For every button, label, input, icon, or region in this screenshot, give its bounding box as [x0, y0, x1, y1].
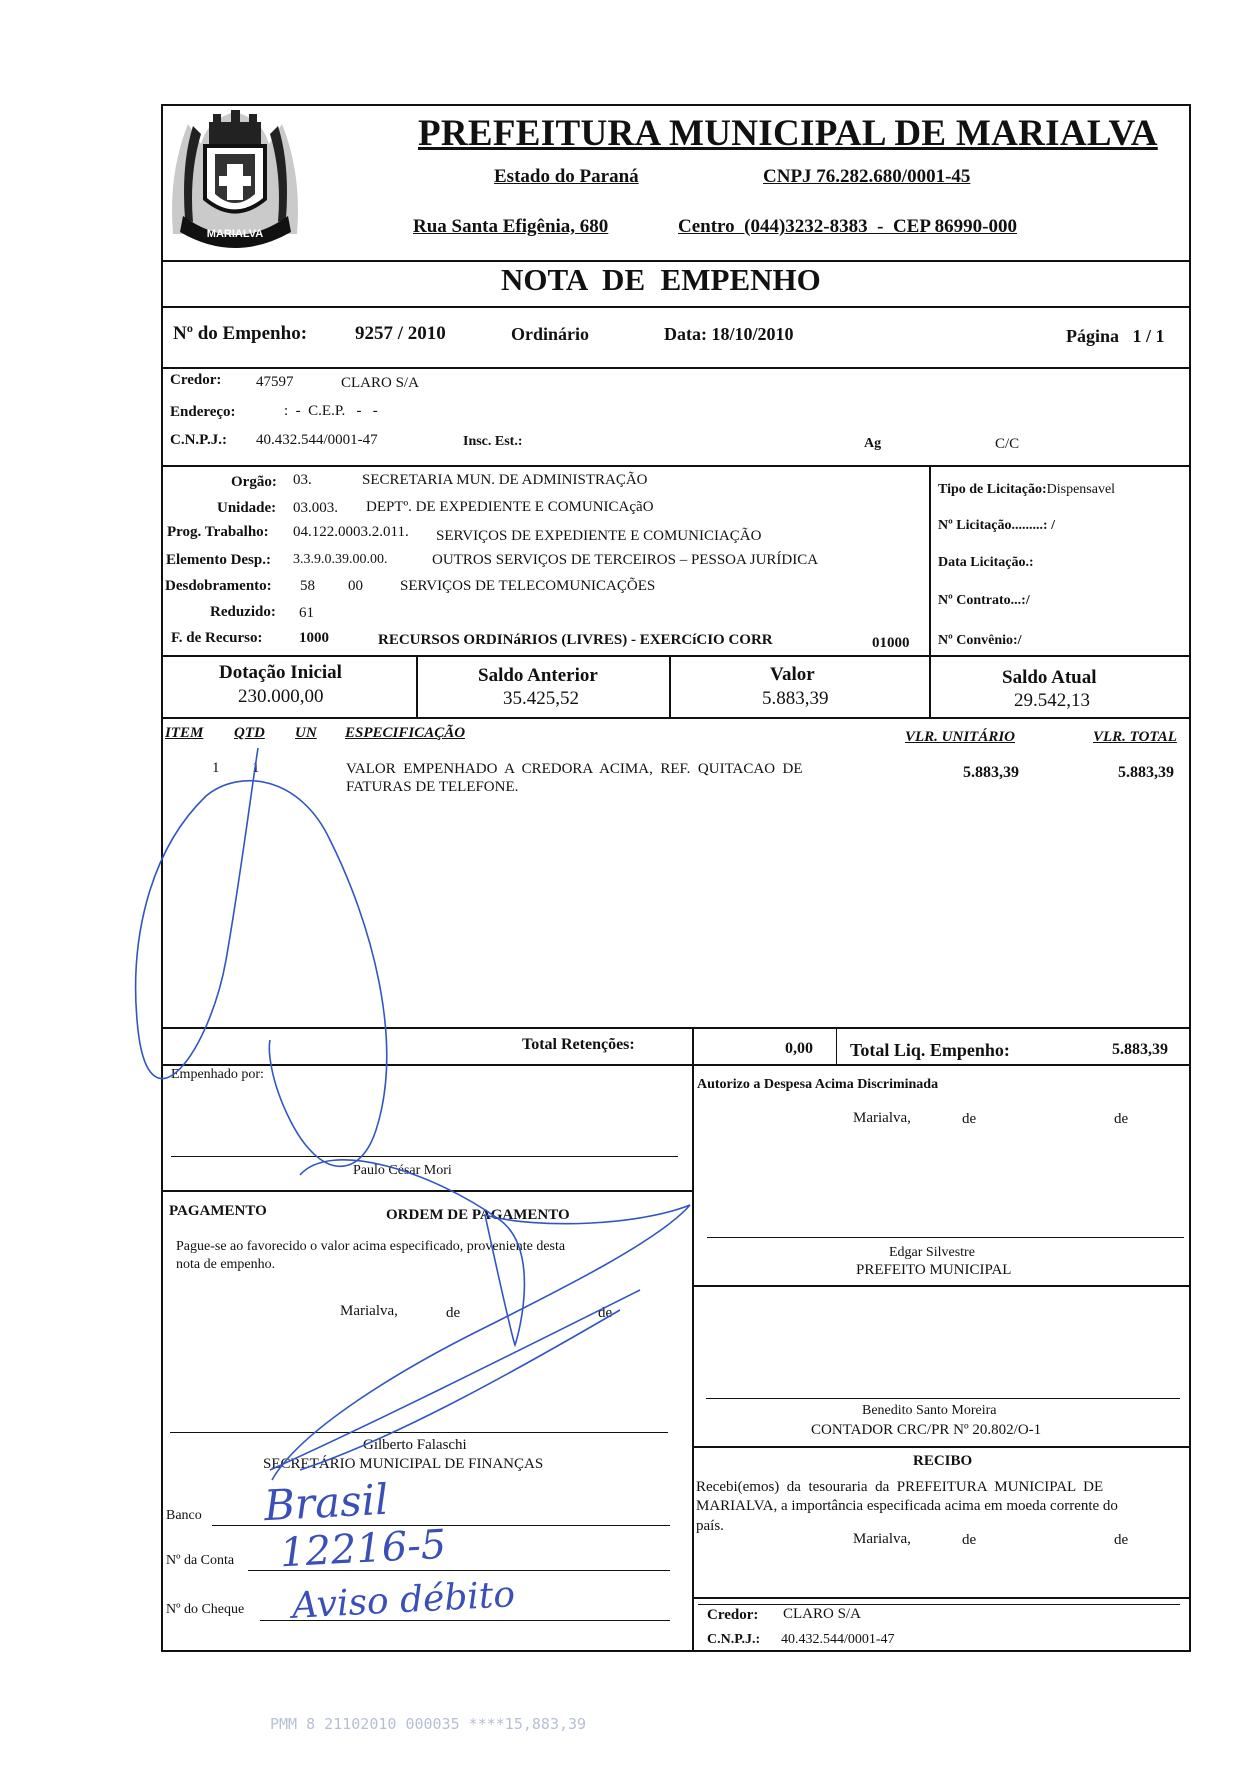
page-indicator: Página 1 / 1	[1066, 326, 1165, 346]
empenho-number-label: Nº do Empenho:	[173, 323, 308, 344]
licitacao-data: Data Licitação.:	[938, 555, 1034, 570]
endereco-value: : - C.E.P. - -	[284, 403, 378, 419]
reduzido-code: 61	[299, 605, 314, 621]
empenho-type: Ordinário	[511, 324, 590, 344]
licitacao-tipo-text: Tipo de Licitação:	[938, 482, 1047, 497]
prefeito-role: PREFEITO MUNICIPAL	[856, 1262, 1012, 1278]
pagamento-label: PAGAMENTO	[169, 1203, 267, 1219]
reduzido-label: Reduzido:	[210, 604, 276, 620]
cnpj-value: 40.432.544/0001-47	[256, 432, 378, 448]
contrato-numero: Nº Contrato...:/	[938, 593, 1030, 608]
conta-label: Nº da Conta	[166, 1553, 235, 1568]
recibo-text-1: Recebi(emos) da tesouraria da PREFEITURA MUNICIPAL DE	[696, 1479, 1104, 1495]
pagamento-text-2: nota de empenho.	[176, 1257, 276, 1272]
financas-role: SECRETÁRIO MUNICIPAL DE FINANÇAS	[263, 1456, 544, 1472]
ordem-pagamento-label: ORDEM DE PAGAMENTO	[386, 1207, 570, 1223]
item-number: 1	[212, 760, 220, 776]
pagamento-text-1: Pague-se ao favorecido o valor acima especificado, proveniente desta	[176, 1239, 566, 1254]
dotacao-inicial-label: Dotação Inicial	[219, 662, 342, 683]
licitacao-tipo-value: Dispensavel	[1046, 482, 1116, 497]
saldo-atual-label: Saldo Atual	[1002, 667, 1097, 688]
footer-stamp: PMM 8 21102010 000035 ****15,883,39	[270, 1715, 587, 1733]
recurso-label: F. de Recurso:	[171, 630, 263, 646]
recibo-text-2: MARIALVA, a importância especificada acima em moeda corrente do	[696, 1498, 1118, 1514]
prog-trabalho-code: 04.122.0003.2.011.	[293, 524, 409, 540]
orgao-desc: SECRETARIA MUN. DE ADMINISTRAÇÃO	[362, 472, 648, 488]
desdobramento-desc: SERVIÇOS DE TELECOMUNICAÇÕES	[400, 578, 656, 594]
cheque-label: Nº do Cheque	[166, 1602, 245, 1617]
elemento-desp-desc: OUTROS SERVIÇOS DE TERCEIROS – PESSOA JURÍDICA	[432, 552, 819, 568]
conta-handwritten: 12216-5	[278, 1521, 448, 1577]
recurso-code: 1000	[299, 630, 329, 646]
licitacao-numero: Nº Licitação.........: /	[938, 518, 1055, 533]
recibo-cnpj-label: C.N.P.J.:	[707, 1632, 761, 1647]
col-header-vlr-total: VLR. TOTAL	[1093, 729, 1177, 745]
credor-code: 47597	[256, 374, 294, 390]
desdobramento-label: Desdobramento:	[165, 578, 272, 594]
contador-role: CONTADOR CRC/PR Nº 20.802/O-1	[811, 1422, 1042, 1438]
financas-signer: Gilberto Falaschi	[363, 1437, 467, 1453]
orgao-label: Orgão:	[231, 474, 277, 490]
saldo-anterior-label: Saldo Anterior	[478, 665, 598, 686]
recibo-credor-label: Credor:	[707, 1607, 759, 1623]
header-district-phone: Centro (044)3232-8383 - CEP 86990-000	[678, 216, 1017, 237]
col-header-item: ITEM	[165, 725, 204, 741]
recibo-de1: de	[962, 1532, 977, 1548]
cc-label: C/C	[995, 436, 1020, 452]
desdobramento-code2: 00	[348, 578, 363, 594]
recurso-number: 01000	[872, 635, 910, 651]
recibo-label: RECIBO	[913, 1453, 973, 1469]
convenio-numero: Nº Convênio:/	[938, 633, 1022, 648]
saldo-anterior-value: 35.425,52	[503, 688, 579, 709]
valor-value: 5.883,39	[762, 688, 829, 709]
empenho-date: Data: 18/10/2010	[664, 324, 794, 344]
item-spec-line1: VALOR EMPENHADO A CREDORA ACIMA, REF. QUITACAO DE	[346, 761, 803, 777]
banco-label: Banco	[166, 1508, 202, 1523]
contador-signer: Benedito Santo Moreira	[862, 1403, 997, 1418]
recibo-text-3: país.	[696, 1518, 724, 1534]
prog-trabalho-desc: SERVIÇOS DE EXPEDIENTE E COMUNICIAÇÃO	[436, 528, 762, 544]
credor-label: Credor:	[170, 372, 222, 388]
elemento-desp-code: 3.3.9.0.39.00.00.	[293, 552, 388, 567]
insc-est-label: Insc. Est.:	[463, 434, 523, 449]
valor-label: Valor	[770, 664, 815, 685]
ag-label: Ag	[864, 436, 882, 451]
recibo-de2: de	[1114, 1532, 1129, 1548]
empenhado-por-label: Empenhado por:	[171, 1067, 264, 1082]
col-header-vlr-unitario: VLR. UNITÁRIO	[905, 729, 1016, 745]
elemento-desp-label: Elemento Desp.:	[166, 552, 271, 568]
pagamento-de1: de	[446, 1305, 461, 1321]
pagamento-de2: de	[598, 1305, 613, 1321]
pagamento-city: Marialva,	[340, 1303, 398, 1319]
header-cnpj: CNPJ 76.282.680/0001-45	[763, 166, 971, 187]
empenho-number: 9257 / 2010	[355, 323, 446, 344]
col-header-especificacao: ESPECIFICAÇÃO	[345, 725, 466, 741]
prog-trabalho-label: Prog. Trabalho:	[167, 524, 269, 540]
licitacao-tipo-label	[938, 482, 1115, 498]
total-liq-value: 5.883,39	[1112, 1041, 1168, 1058]
header-state: Estado do Paraná	[494, 166, 639, 187]
recurso-desc: RECURSOS ORDINáRIOS (LIVRES) - EXERCíCIO CORR	[378, 632, 773, 648]
cnpj-label: C.N.P.J.:	[170, 432, 227, 448]
header-title: PREFEITURA MUNICIPAL DE MARIALVA	[418, 113, 1158, 154]
autorizo-de2: de	[1114, 1111, 1129, 1127]
autorizo-label: Autorizo a Despesa Acima Discriminada	[697, 1077, 939, 1092]
item-vlr-total: 5.883,39	[1118, 764, 1174, 781]
orgao-code: 03.	[293, 472, 312, 488]
total-retencoes-value: 0,00	[785, 1040, 813, 1057]
desdobramento-code1: 58	[300, 578, 315, 594]
item-vlr-unitario: 5.883,39	[963, 764, 1019, 781]
autorizo-city: Marialva,	[853, 1110, 911, 1126]
autorizo-de1: de	[962, 1111, 977, 1127]
total-retencoes-label: Total Retenções:	[522, 1036, 635, 1053]
empenhado-signer: Paulo César Mori	[353, 1163, 452, 1178]
endereco-label: Endereço:	[170, 404, 236, 420]
dotacao-inicial-value: 230.000,00	[238, 686, 324, 707]
unidade-code: 03.003.	[293, 500, 338, 516]
header-street: Rua Santa Efigênia, 680	[413, 216, 609, 237]
cheque-handwritten: Aviso débito	[291, 1574, 516, 1627]
saldo-atual-value: 29.542,13	[1014, 690, 1090, 711]
col-header-un: UN	[295, 725, 317, 741]
banco-handwritten: Brasil	[262, 1474, 390, 1531]
total-liq-label: Total Liq. Empenho:	[850, 1040, 1010, 1060]
item-spec-line2: FATURAS DE TELEFONE.	[346, 779, 519, 795]
credor-name: CLARO S/A	[341, 375, 419, 391]
unidade-desc: DEPTº. DE EXPEDIENTE E COMUNICAçãO	[366, 499, 654, 515]
col-header-qtd: QTD	[234, 725, 265, 741]
recibo-city: Marialva,	[853, 1531, 911, 1547]
document-title: NOTA DE EMPENHO	[501, 262, 821, 297]
recibo-cnpj-value: 40.432.544/0001-47	[781, 1632, 895, 1647]
svg-text:MARIALVA: MARIALVA	[206, 228, 264, 240]
prefeito-signer: Edgar Silvestre	[889, 1245, 975, 1260]
item-qtd: 1	[252, 760, 260, 776]
recibo-credor-value: CLARO S/A	[783, 1606, 861, 1622]
unidade-label: Unidade:	[217, 500, 277, 516]
